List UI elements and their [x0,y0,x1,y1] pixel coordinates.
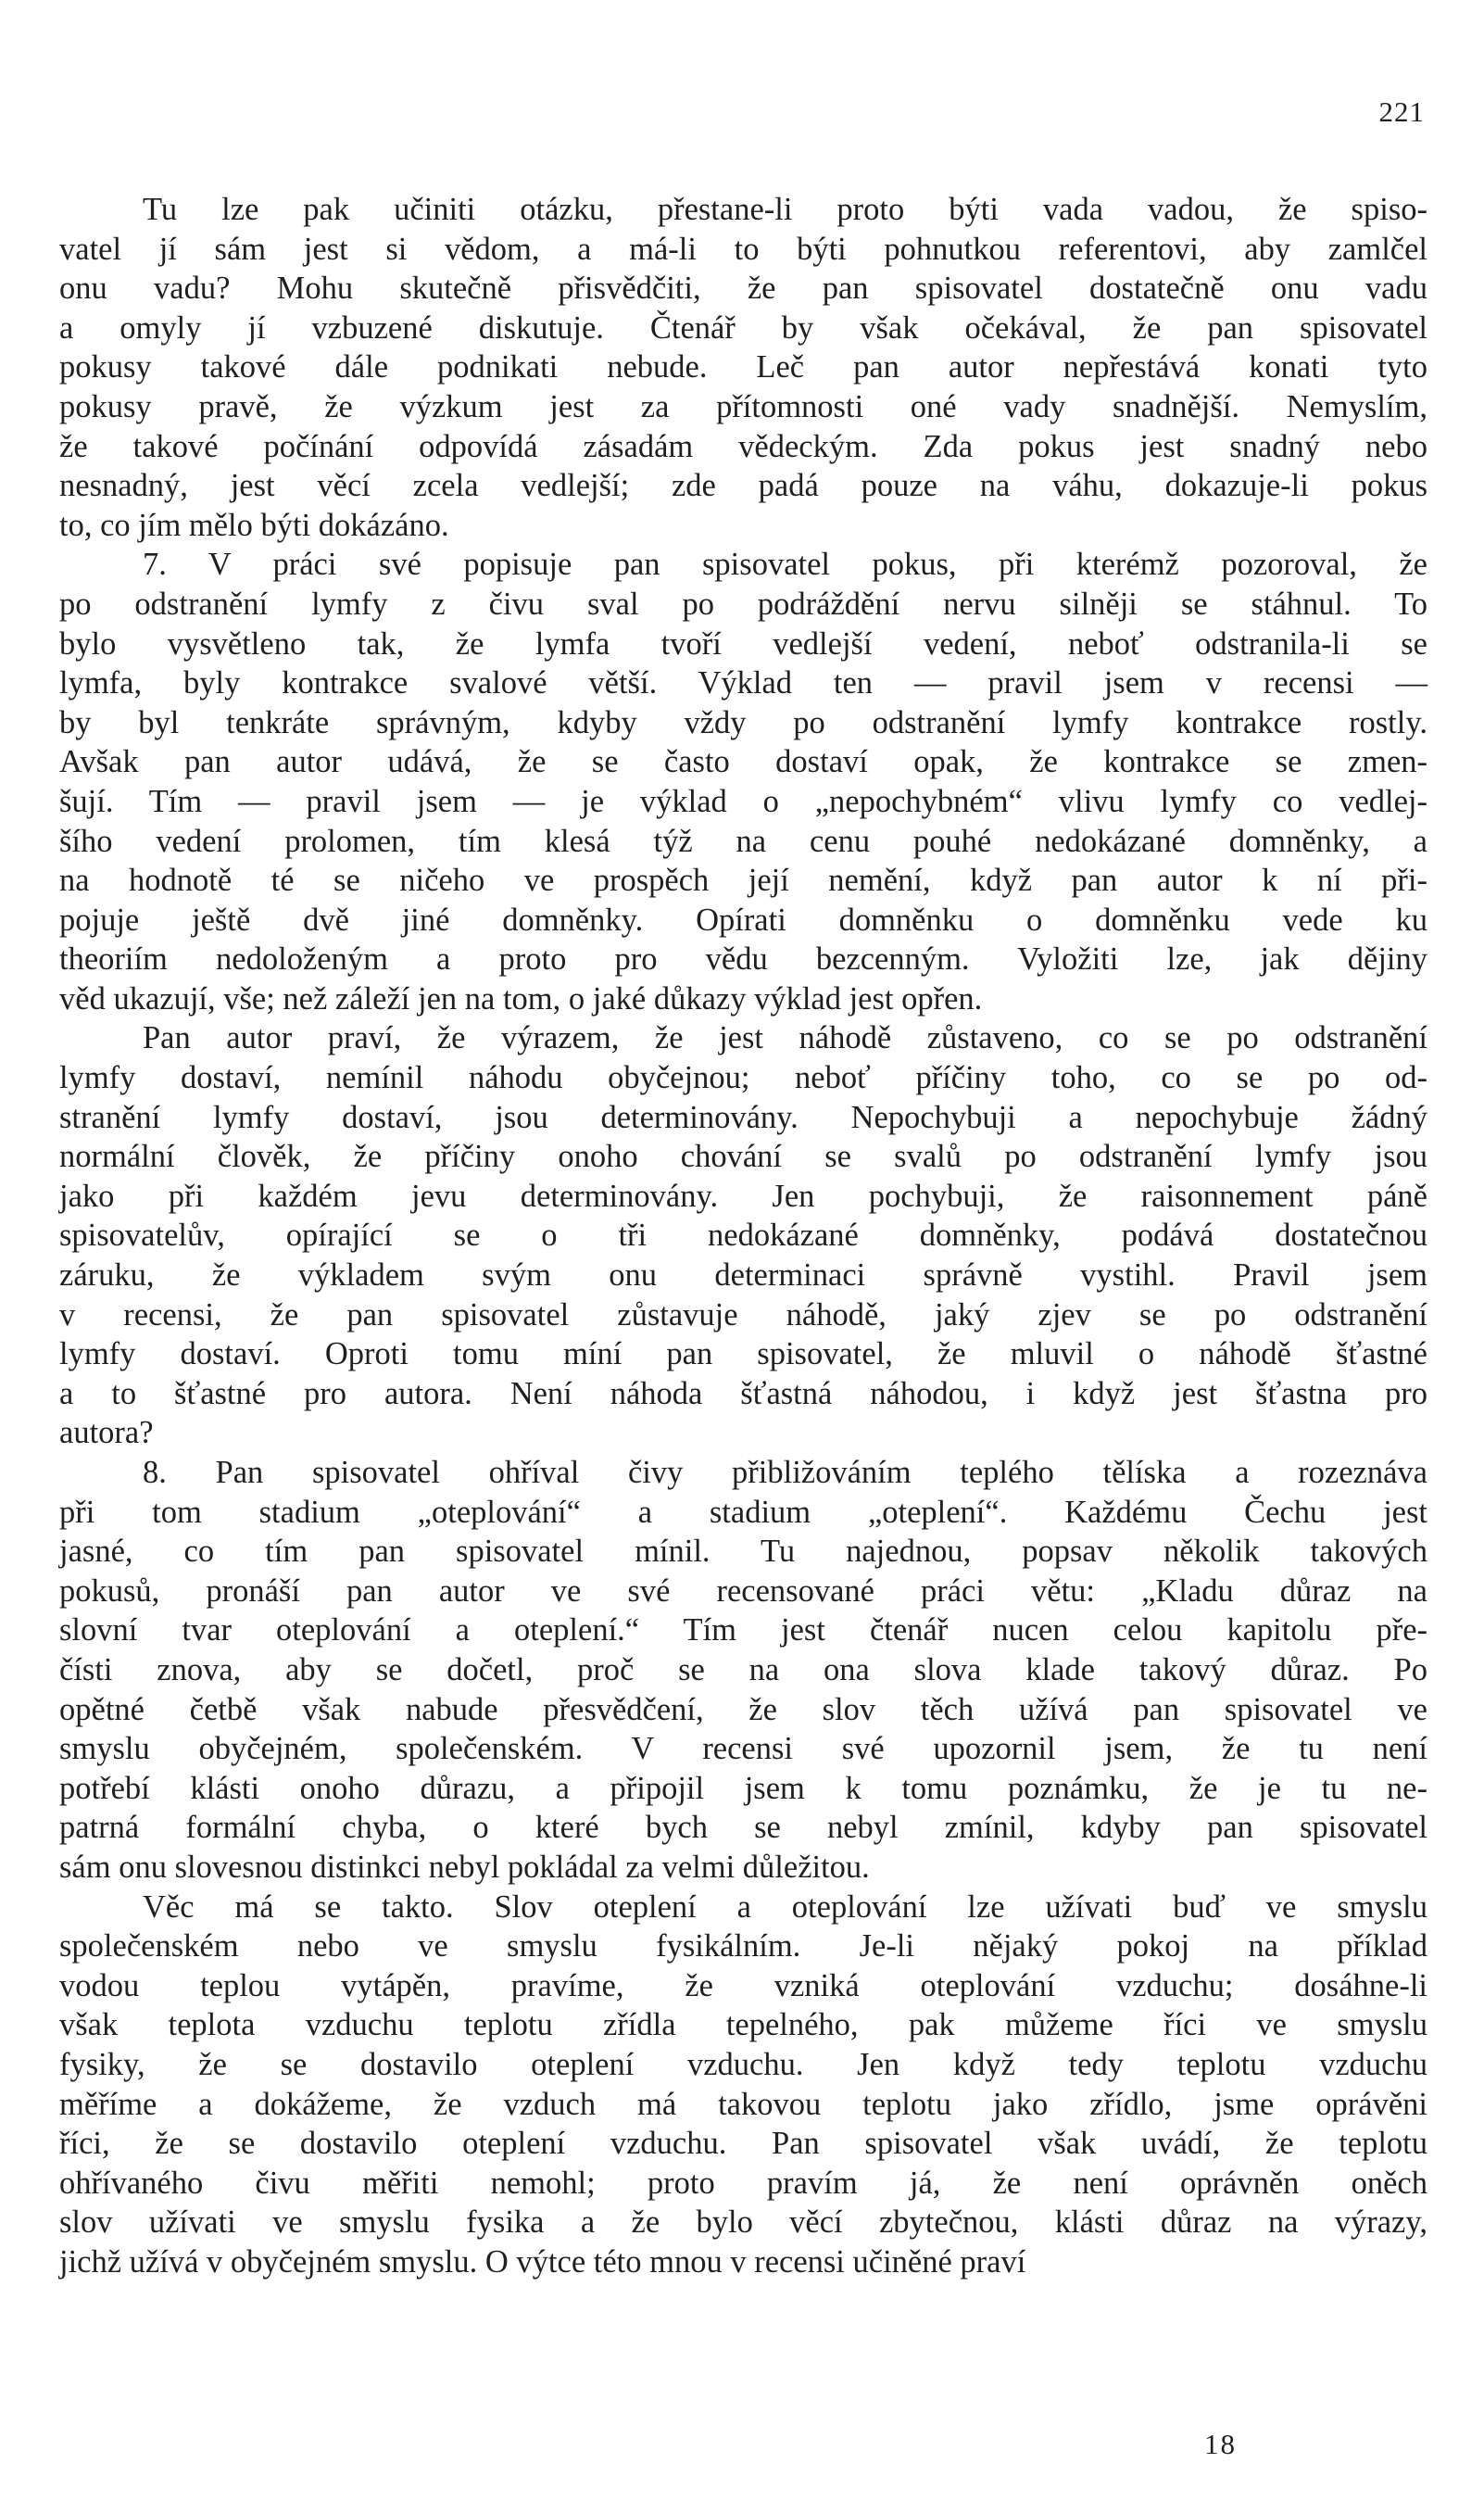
text-line: vatel jí sám jest si vědom, a má-li to býti pohnutkou referentovi, aby zamlčel [59,231,1427,267]
text-line: potřebí klásti onoho důrazu, a připojil jsem k tomu poznámku, že je tu ne- [59,1770,1427,1806]
text-line: fysiky, že se dostavilo oteplení vzduchu. Jen když tedy teplotu vzduchu [59,2046,1427,2082]
text-line: Tu lze pak učiniti otázku, přestane-li proto býti vada vadou, že spiso- [143,192,1427,227]
text-line: věd ukazují, vše; než záleží jen na tom, o jaké důkazy výklad jest opřen. [59,980,983,1017]
text-line: říci, že se dostavilo oteplení vzduchu. Pan spisovatel však uvádí, že teplotu [59,2126,1427,2162]
text-line: normální člověk, že příčiny onoho chování se svalů po odstranění lymfy jsou [59,1139,1427,1175]
text-line: jasné, co tím pan spisovatel mínil. Tu najednou, popsav několik takových [59,1534,1427,1570]
paragraph [59,1453,1427,1888]
text-line: záruku, že výkladem svým onu determinaci správně vystihl. Pravil jsem [59,1257,1427,1294]
text-line: a omyly jí vzbuzené diskutuje. Čtenář by však očekával, že pan spisovatel [59,309,1427,346]
text-line: theoriím nedoloženým a proto pro vědu bezcenným. Vyložiti lze, jak dějiny [59,941,1427,978]
signature-mark: 18 [1204,2428,1237,2460]
text-line: v recensi, že pan spisovatel zůstavuje náhodě, jaký zjev se po odstranění [59,1296,1427,1333]
paragraph [59,1888,1427,2282]
text-line: že takové počínání odpovídá zásadám vědeckým. Zda pokus jest snadný nebo [59,428,1427,464]
text-line: Pan autor praví, že výrazem, že jest náhodě zůstaveno, co se po odstranění [143,1020,1427,1056]
page-number: 221 [1378,95,1425,128]
text-line: smyslu obyčejném, společenském. V recensi své upozornil jsem, že tu není [59,1731,1427,1767]
text-line: lymfy dostaví. Oproti tomu míní pan spisovatel, že mluvil o náhodě šťastné [59,1336,1427,1372]
text-line: jichž užívá v obyčejném smyslu. O výtce této mnou v recensi učiněné praví [59,2243,1026,2280]
text-line: po odstranění lymfy z čivu sval po podráždění nervu silněji se stáhnul. To [59,586,1427,622]
body-text [59,190,1427,2281]
text-line: spisovatelův, opírající se o tři nedokázané domněnky, podává dostatečnou [59,1218,1427,1254]
text-line: lymfa, byly kontrakce svalové větší. Výklad ten — pravil jsem v recensi — [59,665,1427,701]
text-line: nesnadný, jest věcí zcela vedlejší; zde padá pouze na váhu, dokazuje-li pokus [59,468,1427,504]
text-line: Avšak pan autor udává, že se často dostaví opak, že kontrakce se zmen- [59,744,1427,780]
text-line: vodou teplou vytápěn, pravíme, že vzniká oteplování vzduchu; dosáhne-li [59,1967,1427,2003]
text-line: však teplota vzduchu teplotu zřídla tepelného, pak můžeme říci ve smyslu [59,2007,1427,2043]
text-line: čísti znova, aby se dočetl, proč se na ona slova klade takový důraz. Po [59,1651,1427,1687]
text-line: bylo vysvětleno tak, že lymfa tvoří vedlejší vedení, neboť odstranila-li se [59,625,1427,662]
text-line: pojuje ještě dvě jiné domněnky. Opírati domněnku o domněnku vede ku [59,902,1427,938]
text-line: měříme a dokážeme, že vzduch má takovou teplotu jako zřídlo, jsme oprávěni [59,2086,1427,2122]
text-line: ohřívaného čivu měřiti nemohl; proto pravím já, že není oprávněn oněch [59,2165,1427,2201]
text-line: slov užívati ve smyslu fysika a že bylo věcí zbytečnou, klásti důraz na výrazy, [59,2204,1427,2241]
text-line: pokusů, pronáší pan autor ve své recensované práci větu: „Kladu důraz na [59,1573,1427,1609]
text-line: společenském nebo ve smyslu fysikálním. Je-li nějaký pokoj na příklad [59,1928,1427,1964]
paragraph [59,545,1427,1018]
text-line: sám onu slovesnou distinkci nebyl pokládal za velmi důležitou. [59,1849,870,1885]
text-line: by byl tenkráte správným, kdyby vždy po odstranění lymfy kontrakce rostly. [59,704,1427,740]
text-line: lymfy dostaví, nemínil náhodu obyčejnou; neboť příčiny toho, co se po od- [59,1060,1427,1096]
text-line: 8. Pan spisovatel ohříval čivy přibližováním teplého tělíska a rozeznáva [143,1455,1427,1490]
text-line: Věc má se takto. Slov oteplení a oteplování lze užívati buď ve smyslu [143,1888,1427,1925]
text-line: autora? [59,1415,154,1451]
text-line: 7. V práci své popisuje pan spisovatel pokus, při kterémž pozoroval, že [143,547,1427,583]
text-line: při tom stadium „oteplování“ a stadium „oteplení“. Každému Čechu jest [59,1494,1427,1530]
text-line: patrná formální chyba, o které bych se nebyl zmínil, kdyby pan spisovatel [59,1810,1427,1846]
text-line: jako při každém jevu determinovány. Jen pochybuji, že raisonnement páně [59,1178,1427,1214]
paragraph [59,190,1427,545]
paragraph [59,1018,1427,1453]
text-line: pokusy pravě, že výzkum jest za přítomnosti oné vady snadnější. Nemyslím, [59,388,1427,424]
text-line: pokusy takové dále podnikati nebude. Leč pan autor nepřestává konati tyto [59,349,1427,385]
text-line: na hodnotě té se ničeho ve prospěch její nemění, když pan autor k ní při- [59,863,1427,899]
text-line: šího vedení prolomen, tím klesá týž na cenu pouhé nedokázané domněnky, a [59,823,1427,859]
text-line: slovní tvar oteplování a oteplení.“ Tím jest čtenář nucen celou kapitolu pře- [59,1612,1427,1648]
text-line: opětné četbě však nabude přesvědčení, že slov těch užívá pan spisovatel ve [59,1691,1427,1727]
text-line: stranění lymfy dostaví, jsou determinovány. Nepochybuji a nepochybuje žádný [59,1099,1427,1135]
text-line: šují. Tím — pravil jsem — je výklad o „nepochybném“ vlivu lymfy co vedlej- [59,783,1427,819]
text-line: a to šťastné pro autora. Není náhoda šťastná náhodou, i když jest šťastna pro [59,1375,1427,1411]
text-line: to, co jím mělo býti dokázáno. [59,507,449,543]
text-line: onu vadu? Mohu skutečně přisvědčiti, že pan spisovatel dostatečně onu vadu [59,271,1427,307]
